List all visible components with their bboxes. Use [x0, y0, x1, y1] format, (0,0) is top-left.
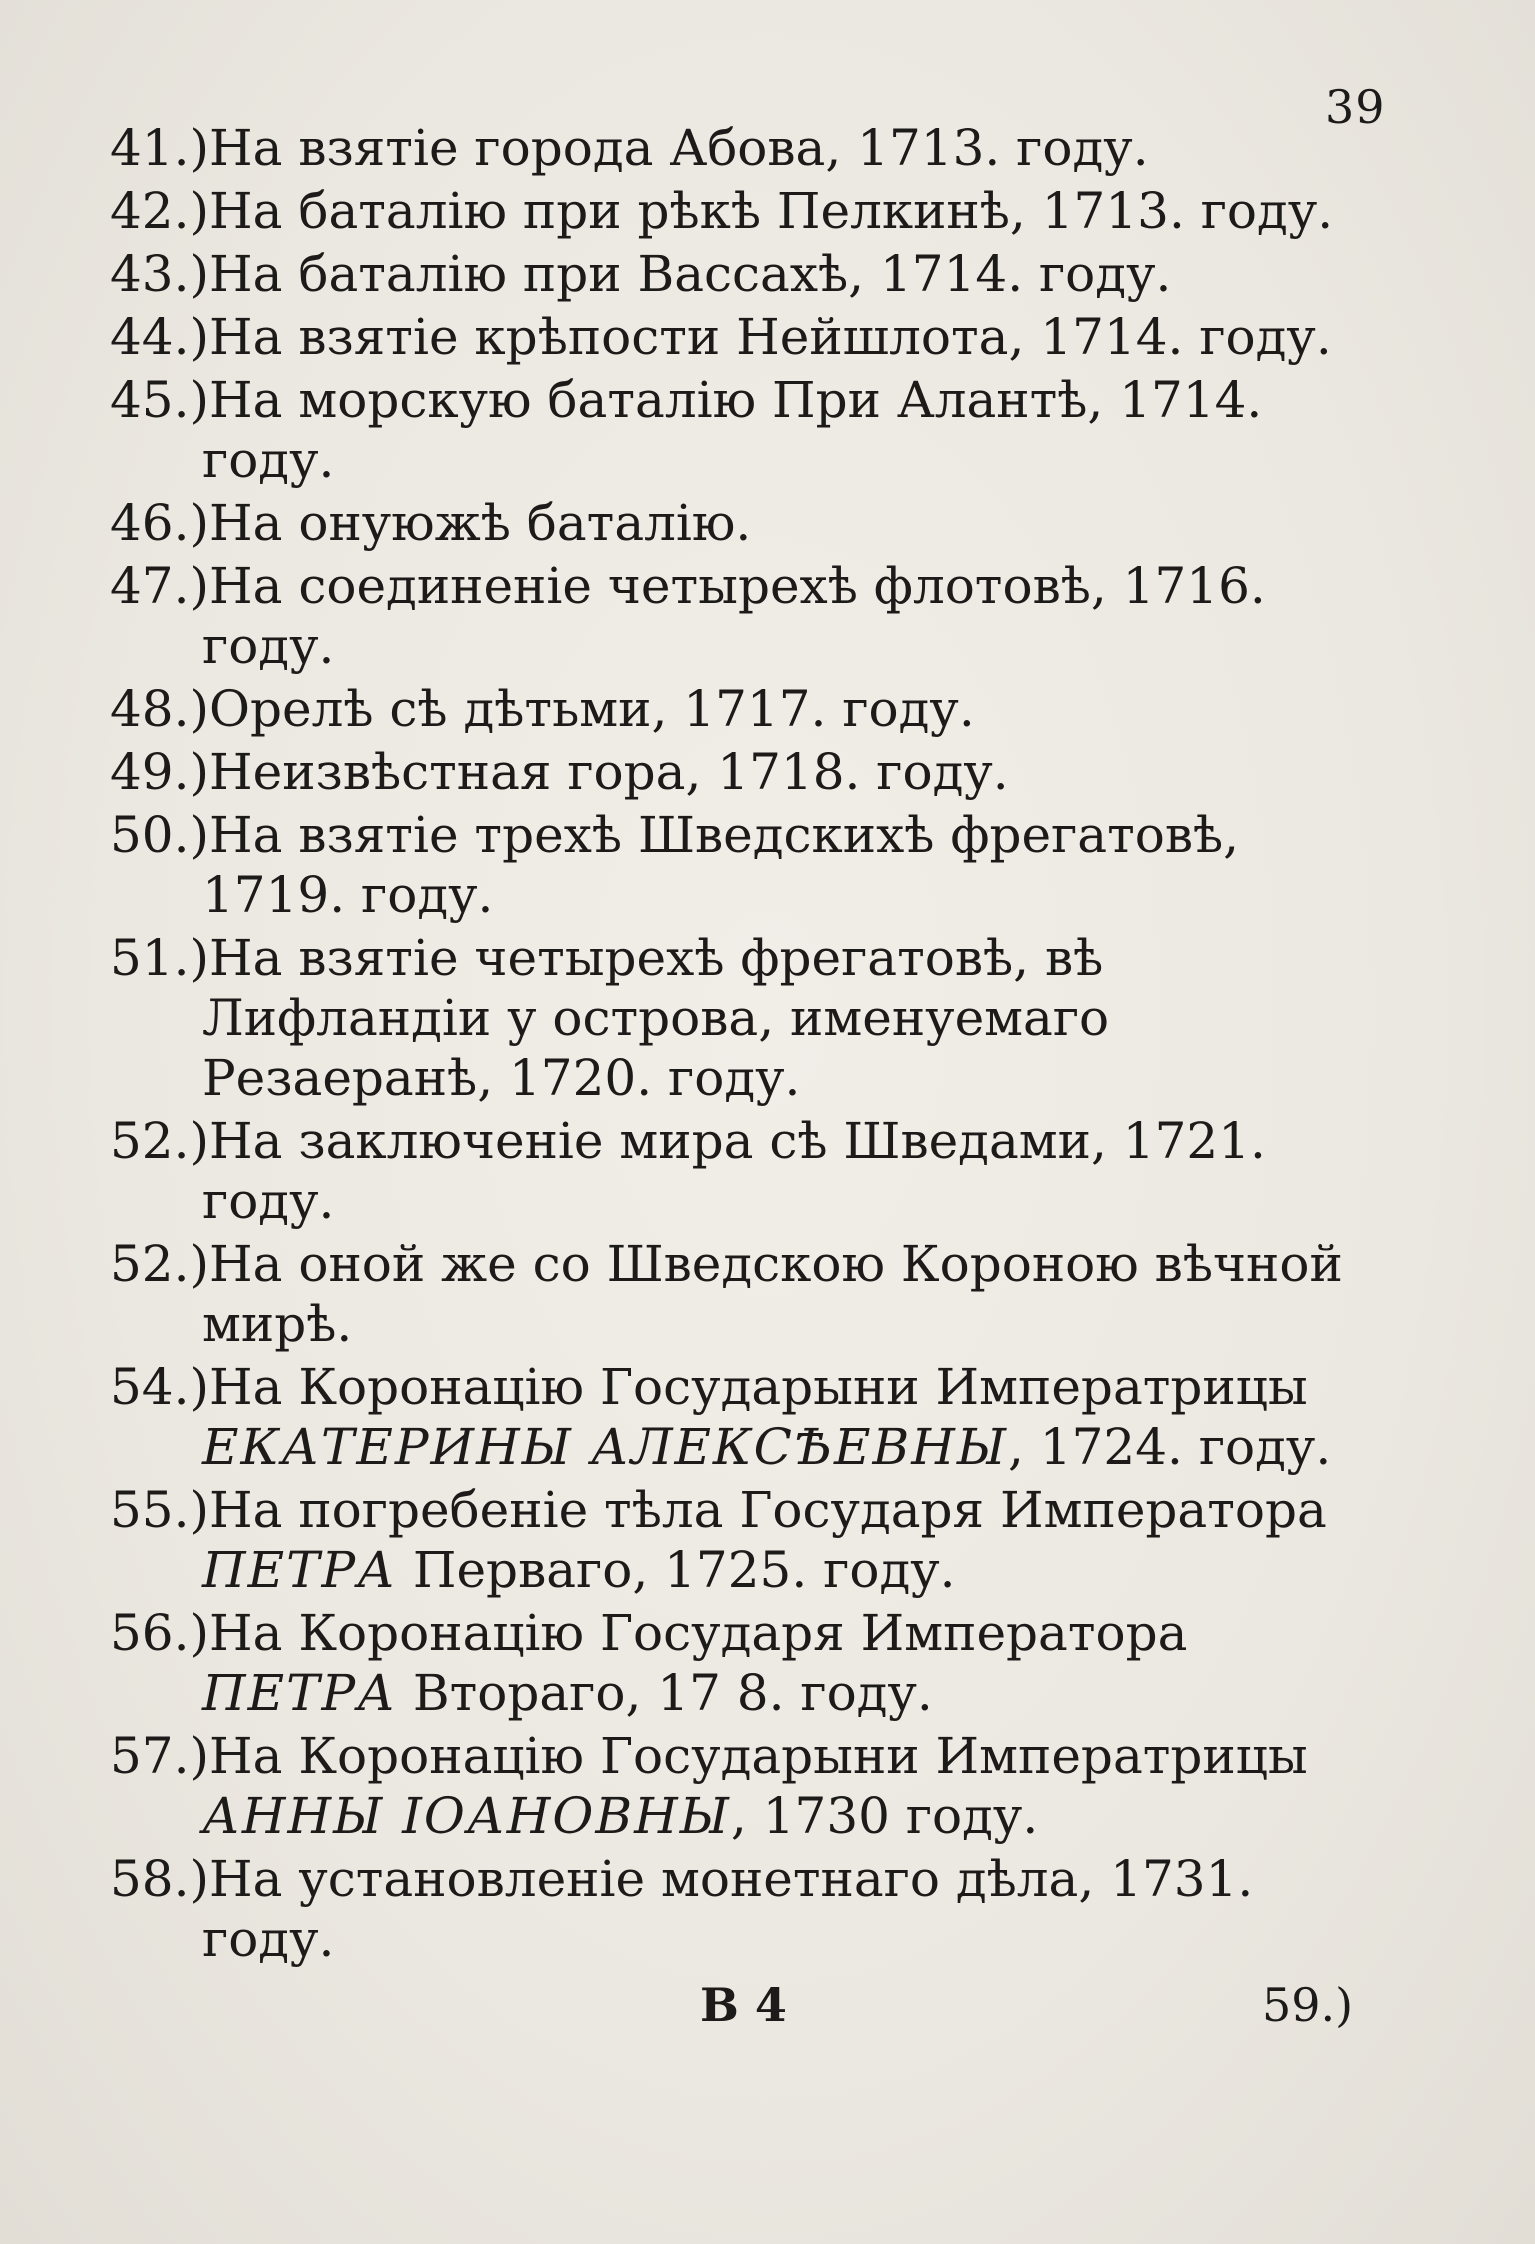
entry-text: На Коронацію Государыни Императрицы	[209, 1727, 1308, 1785]
entry-text: На оной же со Шведскою Короною вѣчной мирѣ.	[202, 1235, 1343, 1353]
entry-name-italic: ЕКАТЕРИНЫ АЛЕКСѢЕВНЫ	[202, 1418, 1009, 1476]
list-item	[110, 493, 1380, 553]
entry-text: На Коронацію Государыни Императрицы	[209, 1358, 1308, 1416]
entry-number: 52.)	[110, 1235, 210, 1293]
entry-number: 46.)	[110, 494, 210, 552]
entry-text: На Коронацію Государя Императора	[209, 1604, 1188, 1662]
entry-text-tail: , 1724. году.	[1008, 1418, 1332, 1476]
list-item	[110, 742, 1380, 802]
list-item	[110, 1357, 1380, 1477]
entry-text: Неизвѣстная гора, 1718. году.	[209, 743, 1009, 801]
entry-number: 54.)	[110, 1358, 210, 1416]
entry-text: На взятіе четырехѣ фрегатовѣ, вѣ Лифландіи у острова, именуемаго Резаеранѣ, 1720. году.	[202, 929, 1110, 1107]
entry-text: На морскую баталію При Алантѣ, 1714. году.	[202, 371, 1263, 489]
entry-text-tail: , 1730 году.	[730, 1787, 1039, 1845]
entry-text: На соединеніе четырехѣ флотовѣ, 1716. году.	[202, 557, 1266, 675]
entry-number: 45.)	[110, 371, 210, 429]
entry-text: На баталію при Вассахѣ, 1714. году.	[209, 245, 1172, 303]
list-item	[110, 181, 1380, 241]
list-item	[110, 928, 1380, 1108]
entry-text: На взятіе трехѣ Шведскихѣ фрегатовѣ, 1719. году.	[202, 806, 1240, 924]
list-item	[110, 556, 1380, 676]
list-item	[110, 244, 1380, 304]
list-item	[110, 805, 1380, 925]
entry-number: 43.)	[110, 245, 210, 303]
entry-text-tail: Втораго, 17 8. году.	[396, 1664, 933, 1722]
entry-list	[110, 118, 1380, 1972]
entry-number: 57.)	[110, 1727, 210, 1785]
entry-number: 48.)	[110, 680, 210, 738]
entry-name-italic: АННЫ ІОАНОВНЫ	[202, 1787, 731, 1845]
entry-name-italic: ПЕТРА	[202, 1664, 397, 1722]
entry-number: 47.)	[110, 557, 210, 615]
signature-mark: В 4	[700, 1978, 787, 2032]
list-item	[110, 1234, 1380, 1354]
list-item	[110, 370, 1380, 490]
entry-text: На взятіе крѣпости Нейшлота, 1714. году.	[209, 308, 1332, 366]
entry-text: На погребеніе тѣла Государя Императора	[209, 1481, 1327, 1539]
catchword: 59.)	[1262, 1978, 1354, 2032]
list-item	[110, 679, 1380, 739]
entry-number: 44.)	[110, 308, 210, 366]
list-item	[110, 1480, 1380, 1600]
entry-number: 50.)	[110, 806, 210, 864]
entry-text: На взятіе города Абова, 1713. году.	[209, 119, 1149, 177]
entry-text: Орелѣ сѣ дѣтьми, 1717. году.	[209, 680, 975, 738]
entry-number: 55.)	[110, 1481, 210, 1539]
list-item	[110, 307, 1380, 367]
entry-text: На онуюжѣ баталію.	[209, 494, 752, 552]
entry-number: 49.)	[110, 743, 210, 801]
list-item	[110, 118, 1380, 178]
entry-name-italic: ПЕТРА	[202, 1541, 397, 1599]
entry-number: 52.)	[110, 1112, 210, 1170]
list-item	[110, 1603, 1380, 1723]
entry-number: 56.)	[110, 1604, 210, 1662]
entry-number: 58.)	[110, 1850, 210, 1908]
page-number: 39	[1325, 80, 1386, 134]
list-item	[110, 1111, 1380, 1231]
entry-text: На установленіе монетнаго дѣла, 1731. году.	[202, 1850, 1254, 1968]
entry-number: 41.)	[110, 119, 210, 177]
entry-number: 51.)	[110, 929, 210, 987]
entry-text: На баталію при рѣкѣ Пелкинѣ, 1713. году.	[209, 182, 1334, 240]
list-item	[110, 1726, 1380, 1846]
list-item	[110, 1849, 1380, 1969]
entry-number: 42.)	[110, 182, 210, 240]
entry-text-tail: Перваго, 1725. году.	[396, 1541, 956, 1599]
entry-text: На заключеніе мира сѣ Шведами, 1721. году.	[202, 1112, 1266, 1230]
